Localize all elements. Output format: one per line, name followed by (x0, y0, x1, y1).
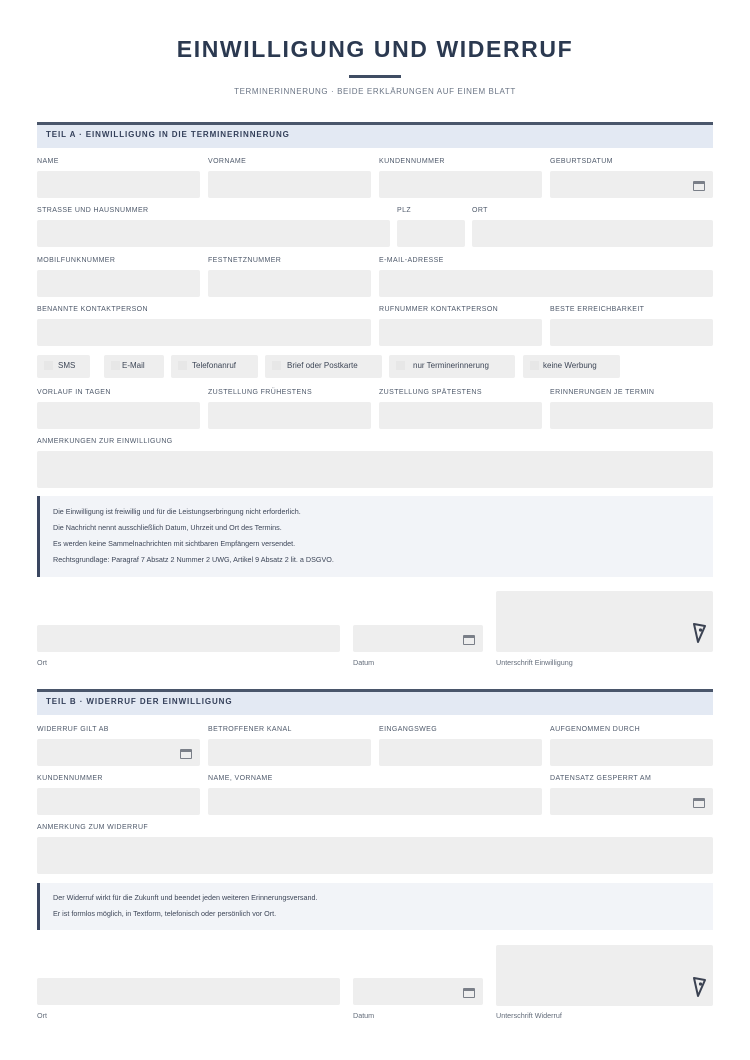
label-geburtsdatum: GEBURTSDATUM (550, 158, 613, 165)
name-field[interactable] (37, 171, 200, 198)
sig-a-ort-field[interactable] (37, 625, 340, 652)
info-line: Es werden keine Sammelnachrichten mit sichtbaren Empfängern versendet. (53, 539, 296, 548)
checkbox-label: nur Terminerinnerung (413, 361, 489, 370)
label-kundennummer: KUNDENNUMMER (379, 158, 445, 165)
revocation-info-box (37, 883, 713, 930)
label-eingangsweg: EINGANGSWEG (379, 726, 438, 733)
section-a-title: TEIL A · EINWILLIGUNG IN DIE TERMINERINNERUNG (46, 130, 290, 139)
consent-info-box (37, 496, 713, 577)
checkbox-label: Telefonanruf (192, 361, 237, 370)
kontaktperson-field[interactable] (37, 319, 371, 346)
title-divider (349, 75, 401, 78)
festnetz-field[interactable] (208, 270, 371, 297)
signature-b-field[interactable] (496, 945, 713, 1006)
checkbox-box[interactable] (530, 361, 539, 370)
kanal-field[interactable] (208, 739, 371, 766)
checkbox-label: Brief oder Postkarte (287, 361, 358, 370)
sig-a-ort-label: Ort (37, 658, 47, 667)
document-subtitle: TERMINERINNERUNG · BEIDE ERKLÄRUNGEN AUF EINEM BLATT (234, 87, 516, 96)
pen-icon (691, 622, 707, 644)
label-anmerkungen: ANMERKUNGEN ZUR EINWILLIGUNG (37, 438, 173, 445)
label-aufgenommen: AUFGENOMMEN DURCH (550, 726, 641, 733)
signature-a-field[interactable] (496, 591, 713, 652)
label-rufnummer-kontakt: RUFNUMMER KONTAKTPERSON (379, 306, 499, 313)
calendar-icon[interactable] (693, 798, 705, 808)
label-anmerkung-widerruf: ANMERKUNG ZUM WIDERRUF (37, 824, 149, 831)
aufgenommen-field[interactable] (550, 739, 713, 766)
checkbox-box[interactable] (272, 361, 281, 370)
sig-a-datum-label: Datum (353, 658, 375, 667)
label-b-kundennummer: KUNDENNUMMER (37, 775, 103, 782)
checkbox-sms[interactable] (37, 355, 90, 378)
label-zustellung-frueh: ZUSTELLUNG FRÜHESTENS (208, 389, 313, 396)
checkbox-nur-terminerinnerung[interactable] (389, 355, 515, 378)
sig-a-datum-field[interactable] (353, 625, 483, 652)
checkbox-telefonanruf[interactable] (171, 355, 258, 378)
anmerkungen-field[interactable] (37, 451, 713, 488)
checkbox-box[interactable] (44, 361, 53, 370)
checkbox-brief[interactable] (265, 355, 382, 378)
label-zustellung-spaet: ZUSTELLUNG SPÄTESTENS (379, 389, 482, 396)
vorname-field[interactable] (208, 171, 371, 198)
sig-b-ort-label: Ort (37, 1011, 47, 1020)
vorlauf-field[interactable] (37, 402, 200, 429)
sig-b-signature-label: Unterschrift Widerruf (496, 1011, 562, 1020)
checkbox-box[interactable] (396, 361, 405, 370)
section-b-header (37, 689, 713, 715)
info-line: Die Nachricht nennt ausschließlich Datum, Uhrzeit und Ort des Termins. (53, 523, 282, 532)
label-kanal: BETROFFENER KANAL (208, 726, 292, 733)
sig-b-datum-label: Datum (353, 1011, 375, 1020)
checkbox-label: SMS (58, 361, 76, 370)
checkbox-email[interactable] (104, 355, 164, 378)
label-email: E-MAIL-ADRESSE (379, 257, 444, 264)
checkbox-box[interactable] (178, 361, 187, 370)
label-strasse: STRASSE UND HAUSNUMMER (37, 207, 149, 214)
checkbox-keine-werbung[interactable] (523, 355, 620, 378)
label-vorlauf: VORLAUF IN TAGEN (37, 389, 111, 396)
label-name: NAME (37, 158, 59, 165)
label-erinnerungen: ERINNERUNGEN JE TERMIN (550, 389, 655, 396)
b-kundennummer-field[interactable] (37, 788, 200, 815)
label-mobil: MOBILFUNKNUMMER (37, 257, 116, 264)
label-festnetz: FESTNETZNUMMER (208, 257, 282, 264)
gesperrt-field[interactable] (550, 788, 713, 815)
label-ort: ORT (472, 207, 488, 214)
gilt-ab-field[interactable] (37, 739, 200, 766)
document-title: EINWILLIGUNG UND WIDERRUF (176, 36, 574, 62)
section-a-header (37, 122, 713, 148)
checkbox-label: keine Werbung (543, 361, 597, 370)
email-field[interactable] (379, 270, 713, 297)
name-vorname-field[interactable] (208, 788, 542, 815)
mobil-field[interactable] (37, 270, 200, 297)
checkbox-box[interactable] (111, 361, 120, 370)
plz-field[interactable] (397, 220, 465, 247)
calendar-icon[interactable] (180, 749, 192, 759)
erinnerungen-field[interactable] (550, 402, 713, 429)
kundennummer-field[interactable] (379, 171, 542, 198)
rufnummer-kontakt-field[interactable] (379, 319, 542, 346)
zustellung-spaet-field[interactable] (379, 402, 542, 429)
erreichbarkeit-field[interactable] (550, 319, 713, 346)
ort-field[interactable] (472, 220, 713, 247)
sig-b-ort-field[interactable] (37, 978, 340, 1005)
info-line: Die Einwilligung ist freiwillig und für die Leistungserbringung nicht erforderlich. (53, 507, 301, 516)
label-erreichbarkeit: BESTE ERREICHBARKEIT (550, 306, 645, 313)
checkbox-label: E-Mail (122, 361, 145, 370)
label-vorname: VORNAME (208, 158, 247, 165)
sig-a-signature-label: Unterschrift Einwilligung (496, 658, 573, 667)
info-line: Der Widerruf wirkt für die Zukunft und beendet jeden weiteren Erinnerungsversand. (53, 893, 318, 902)
info-line: Er ist formlos möglich, in Textform, telefonisch oder persönlich vor Ort. (53, 909, 277, 918)
label-gesperrt: DATENSATZ GESPERRT AM (550, 775, 652, 782)
calendar-icon[interactable] (463, 988, 475, 998)
label-plz: PLZ (397, 207, 412, 214)
label-kontaktperson: BENANNTE KONTAKTPERSON (37, 306, 148, 313)
zustellung-frueh-field[interactable] (208, 402, 371, 429)
label-name-vorname: NAME, VORNAME (208, 775, 273, 782)
eingangsweg-field[interactable] (379, 739, 542, 766)
sig-b-datum-field[interactable] (353, 978, 483, 1005)
label-gilt-ab: WIDERRUF GILT AB (37, 726, 109, 733)
info-line: Rechtsgrundlage: Paragraf 7 Absatz 2 Nummer 2 UWG, Artikel 9 Absatz 2 lit. a DSGVO. (53, 555, 334, 564)
strasse-field[interactable] (37, 220, 390, 247)
geburtsdatum-field[interactable] (550, 171, 713, 198)
pen-icon (691, 976, 707, 998)
calendar-icon[interactable] (463, 635, 475, 645)
calendar-icon[interactable] (693, 181, 705, 191)
anmerkung-widerruf-field[interactable] (37, 837, 713, 874)
section-b-title: TEIL B · WIDERRUF DER EINWILLIGUNG (46, 697, 233, 706)
